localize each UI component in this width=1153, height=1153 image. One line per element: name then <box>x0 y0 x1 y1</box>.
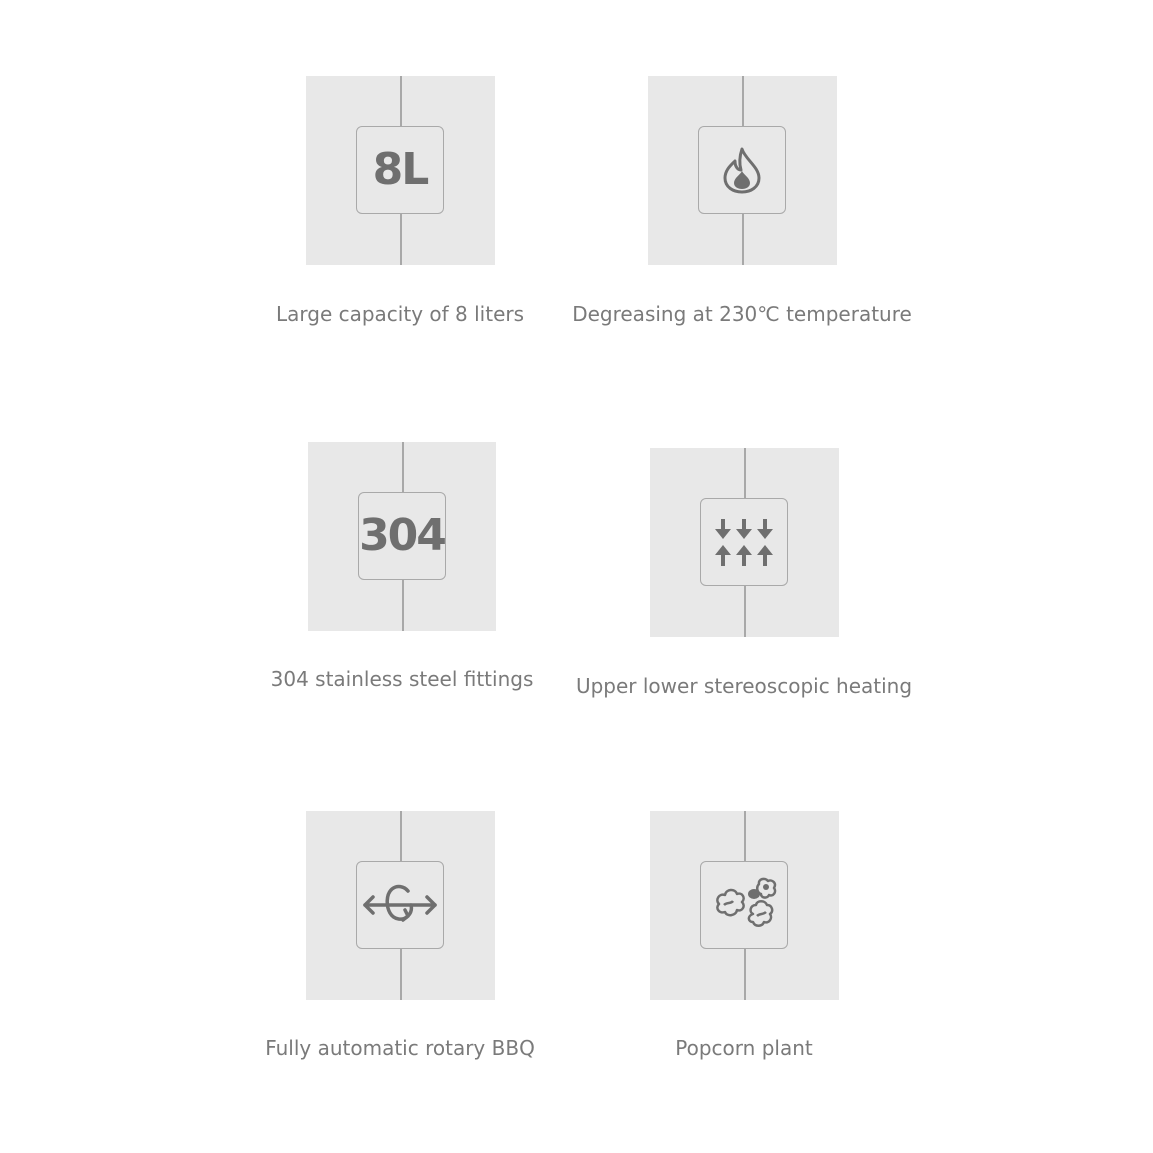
feature-tile <box>306 76 495 265</box>
badge-text: 8L <box>372 144 428 195</box>
rotary-arrows-icon <box>356 861 444 949</box>
popcorn-icon <box>700 861 788 949</box>
feature-tile <box>650 448 839 637</box>
feature-caption: 304 stainless steel fittings <box>270 667 534 691</box>
feature-tile <box>650 811 839 1000</box>
304-steel-icon <box>358 492 446 580</box>
feature-caption: Upper lower stereoscopic heating <box>575 674 913 698</box>
feature-popcorn <box>574 811 914 1111</box>
feature-capacity <box>230 76 570 376</box>
8l-capacity-icon <box>356 126 444 214</box>
feature-degreasing <box>572 76 912 376</box>
feature-stainless-steel <box>232 442 572 742</box>
feature-rotary-bbq <box>230 811 570 1111</box>
feature-caption: Large capacity of 8 liters <box>275 302 525 326</box>
up-down-heating-arrows-icon <box>700 498 788 586</box>
feature-stereoscopic-heating <box>574 448 914 748</box>
feature-tile <box>308 442 496 631</box>
badge-text: 304 <box>359 510 445 561</box>
feature-caption: Popcorn plant <box>675 1036 813 1060</box>
feature-tile <box>306 811 495 1000</box>
feature-tile <box>648 76 837 265</box>
feature-caption: Degreasing at 230℃ temperature <box>572 302 912 326</box>
oil-drop-icon <box>698 126 786 214</box>
feature-caption: Fully automatic rotary BBQ <box>265 1036 535 1060</box>
